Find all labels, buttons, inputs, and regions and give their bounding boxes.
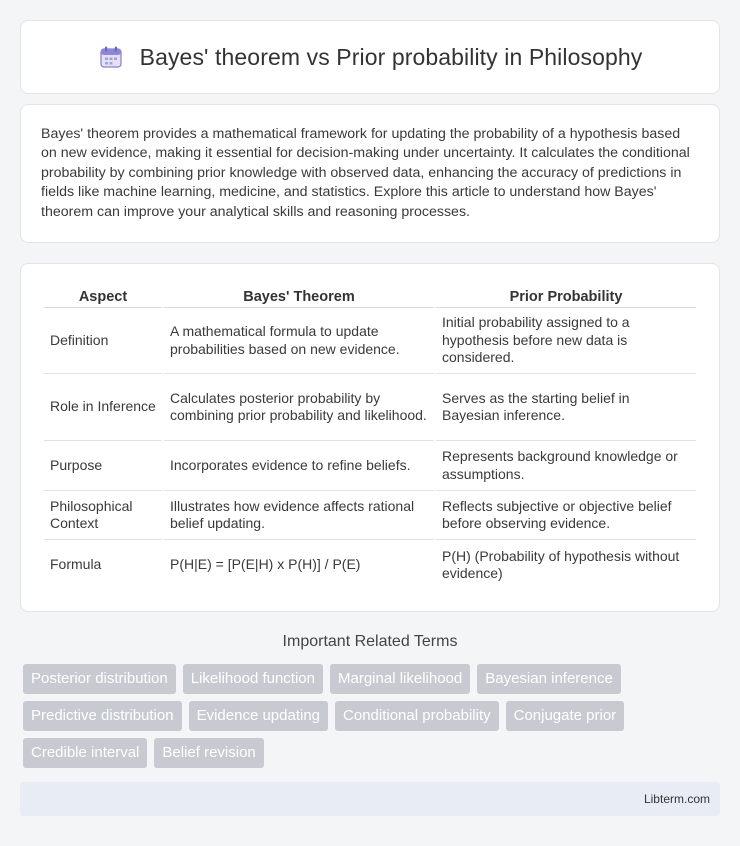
- intro-paragraph: Bayes' theorem provides a mathematical framework for updating the probability of a hypothesis based on new evidence, making it essential for decision-making under uncertainty. It calculates the conditional probability by combining prior knowledge with observed data, enhancing the accuracy of predictions in fields like machine learning, medicine, and statistics. Explore this article to understand how Bayes' theorem can improve your analytical skills and reasoning processes.: [41, 126, 690, 220]
- row-prior-cell: Represents background knowledge or assumptions.: [436, 441, 696, 491]
- table-row: [44, 441, 696, 491]
- intro-card: [20, 104, 720, 243]
- comparison-table: [42, 284, 698, 590]
- comparison-table-card: [20, 263, 720, 612]
- row-bayes-cell: Illustrates how evidence affects rational belief updating.: [164, 491, 434, 540]
- term-tag-evidence-updating[interactable]: Evidence updating: [189, 701, 328, 731]
- row-prior-cell: Reflects subjective or objective belief before observing evidence.: [436, 491, 696, 540]
- row-aspect-cell: Formula: [50, 556, 102, 573]
- column-header-prior-probability: Prior Probability: [436, 284, 696, 308]
- row-prior-cell: P(H) (Probability of hypothesis without evidence): [442, 547, 680, 581]
- term-tag-conditional-probability[interactable]: Conditional probability: [335, 701, 499, 731]
- column-header-aspect: Aspect: [44, 284, 162, 308]
- footer: [20, 782, 720, 816]
- row-aspect-cell: Purpose: [44, 441, 162, 491]
- term-tag-conjugate-prior[interactable]: Conjugate prior: [506, 701, 625, 731]
- title-wrap: [98, 44, 643, 71]
- page-title: Bayes' theorem vs Prior probability in Philosophy: [139, 43, 643, 70]
- column-header-bayes-theorem: Bayes' Theorem: [164, 284, 434, 308]
- row-prior-cell: Initial probability assigned to a hypothesis before new data is considered.: [436, 308, 696, 374]
- term-tag-likelihood-function[interactable]: Likelihood function: [183, 664, 323, 694]
- row-aspect-cell: Philosophical Context: [44, 491, 162, 540]
- table-row: [44, 540, 696, 590]
- related-terms-heading: Important Related Terms: [282, 633, 458, 650]
- row-bayes-cell: Incorporates evidence to refine beliefs.: [164, 441, 434, 491]
- term-tag-bayesian-inference[interactable]: Bayesian inference: [477, 664, 621, 694]
- table-row: [44, 491, 696, 540]
- header-card: [20, 20, 720, 94]
- row-bayes-cell: A mathematical formula to update probabilities based on new evidence.: [164, 308, 434, 374]
- table-header-row: [44, 284, 696, 308]
- table-row: [44, 308, 696, 374]
- row-bayes-cell: Calculates posterior probability by combining prior probability and likelihood.: [164, 374, 434, 441]
- term-tag-marginal-likelihood[interactable]: Marginal likelihood: [330, 664, 470, 694]
- row-aspect-cell: Definition: [44, 308, 162, 374]
- term-tag-predictive-distribution[interactable]: Predictive distribution: [23, 701, 182, 731]
- calendar-icon: [98, 44, 124, 70]
- related-terms-list: [23, 664, 723, 768]
- row-prior-cell: Serves as the starting belief in Bayesian inference.: [436, 374, 696, 441]
- term-tag-posterior-distribution[interactable]: Posterior distribution: [23, 664, 176, 694]
- table-row: [44, 374, 696, 441]
- row-bayes-cell: P(H|E) = [P(E|H) x P(H)] / P(E): [170, 556, 361, 573]
- row-aspect-cell: Role in Inference: [44, 374, 162, 441]
- term-tag-belief-revision[interactable]: Belief revision: [154, 738, 263, 768]
- footer-site-link[interactable]: Libterm.com: [643, 792, 710, 806]
- term-tag-credible-interval[interactable]: Credible interval: [23, 738, 147, 768]
